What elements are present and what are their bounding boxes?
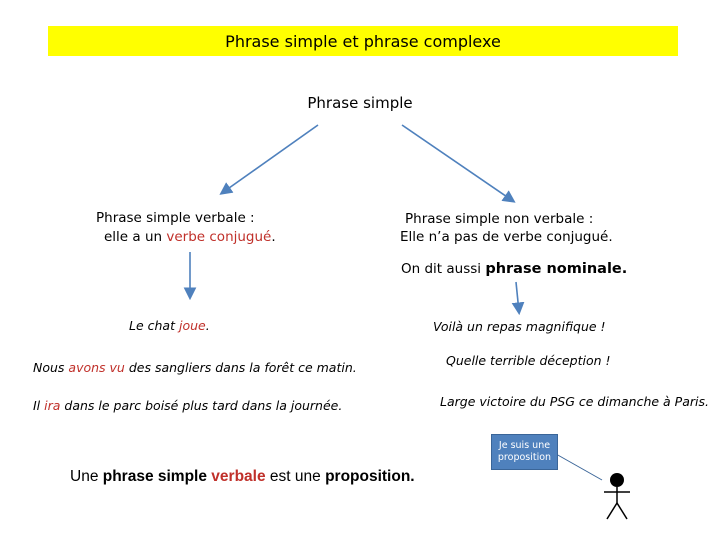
example-verb: ira bbox=[44, 398, 61, 413]
non-verbale-example-1: Voilà un repas magnifique ! bbox=[433, 319, 606, 334]
stick-figure-icon bbox=[604, 473, 630, 519]
verbale-def-highlight: verbe conjugué bbox=[166, 229, 272, 245]
example-verb: joue bbox=[178, 318, 206, 333]
example-text: des sangliers dans la forêt ce matin. bbox=[124, 360, 357, 375]
example-text: . bbox=[205, 318, 210, 333]
arrow-to-non-verbale bbox=[402, 125, 513, 201]
conclusion-term: phrase simple bbox=[102, 468, 212, 485]
nominale-note-pre: On dit aussi bbox=[401, 261, 486, 277]
arrow-to-right-examples bbox=[516, 282, 519, 312]
verbale-heading-text: Phrase simple verbale bbox=[96, 210, 246, 226]
non-verbale-example-2: Quelle terrible déception ! bbox=[446, 353, 611, 368]
non-verbale-definition: Elle n’a pas de verbe conjugué. bbox=[400, 229, 613, 245]
conclusion-highlight: verbale bbox=[211, 468, 266, 485]
non-verbale-colon: : bbox=[584, 211, 594, 227]
example-verb: avons vu bbox=[68, 360, 125, 375]
verbale-def-pre: elle a un bbox=[104, 229, 167, 245]
verbale-colon: : bbox=[245, 210, 255, 226]
title-banner bbox=[48, 26, 678, 56]
page-title: Phrase simple et phrase complexe bbox=[225, 31, 501, 51]
nominale-term: phrase nominale. bbox=[485, 261, 628, 277]
example-text: dans le parc boisé plus tard dans la journée. bbox=[60, 398, 343, 413]
conclusion-mid: est une bbox=[265, 468, 326, 485]
nominale-note bbox=[401, 261, 627, 277]
verbale-heading bbox=[96, 210, 255, 226]
conclusion-sentence bbox=[70, 468, 415, 486]
verbale-example-3 bbox=[33, 398, 342, 413]
non-verbale-heading-text: Phrase simple non verbale bbox=[405, 211, 585, 227]
non-verbale-heading bbox=[405, 211, 593, 227]
conclusion-pre: Une bbox=[70, 468, 103, 485]
non-verbale-example-3: Large victoire du PSG ce dimanche à Paris. bbox=[440, 394, 709, 409]
verbale-def-post: . bbox=[271, 229, 276, 245]
example-text: Il bbox=[33, 398, 45, 413]
verbale-example-1 bbox=[129, 318, 210, 333]
root-node: Phrase simple bbox=[307, 94, 413, 112]
arrow-to-verbale bbox=[222, 125, 318, 193]
example-text: Le chat bbox=[129, 318, 179, 333]
verbale-example-2 bbox=[33, 360, 357, 375]
example-text: Nous bbox=[33, 360, 69, 375]
conclusion-keyword: proposition. bbox=[325, 468, 415, 485]
verbale-definition bbox=[104, 229, 276, 245]
bubble-tail bbox=[556, 454, 602, 480]
speech-bubble: Je suis une proposition bbox=[491, 434, 558, 470]
